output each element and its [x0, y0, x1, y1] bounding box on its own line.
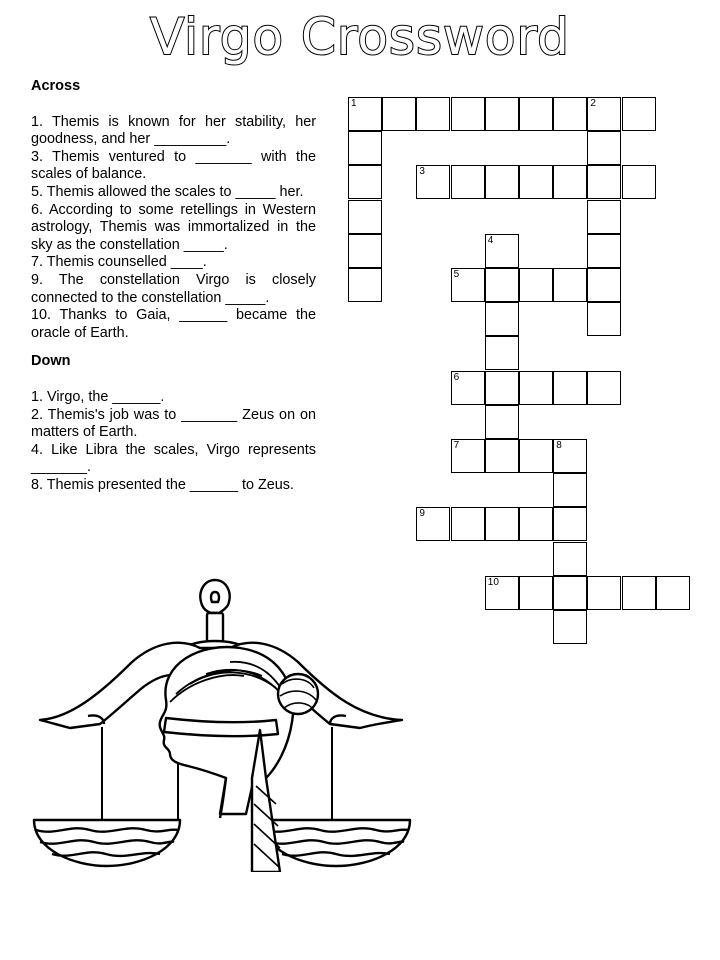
clue-number: 7: [453, 440, 460, 451]
across-clue-6: 6. According to some retellings in Western astrology, Themis was immortalized in the sky as the constellation _____.: [31, 201, 316, 253]
clue-number: 6: [453, 371, 460, 383]
grid-cell[interactable]: [622, 576, 656, 610]
grid-cell[interactable]: [348, 234, 382, 268]
grid-cell[interactable]: [587, 97, 621, 131]
grid-cell[interactable]: [622, 165, 656, 199]
grid-cell[interactable]: [485, 165, 519, 199]
grid-cell[interactable]: [519, 507, 553, 541]
clue-number: 9: [419, 508, 425, 520]
grid-cell[interactable]: [451, 268, 485, 302]
down-clue-4: 4. Like Libra the scales, Virgo represents _______.: [31, 441, 316, 476]
clue-number: 5: [453, 269, 460, 280]
grid-cell[interactable]: [553, 97, 587, 131]
grid-cell[interactable]: [485, 439, 519, 473]
grid-cell[interactable]: [485, 371, 519, 405]
grid-cell[interactable]: [485, 405, 519, 439]
grid-cell[interactable]: [587, 234, 621, 268]
grid-cell[interactable]: [519, 165, 553, 199]
clue-number: 8: [556, 440, 562, 451]
grid-cell[interactable]: [348, 165, 382, 199]
grid-cell[interactable]: [553, 610, 587, 644]
clue-number: 1: [351, 98, 357, 109]
grid-cell[interactable]: [553, 439, 587, 473]
grid-cell[interactable]: [348, 268, 382, 302]
grid-cell[interactable]: [348, 200, 382, 234]
clue-number: 3: [419, 166, 425, 178]
across-heading: Across: [31, 78, 81, 94]
grid-cell[interactable]: [348, 131, 382, 165]
grid-cell[interactable]: [485, 268, 519, 302]
grid-cell[interactable]: [416, 165, 450, 199]
clue-number: 4: [487, 234, 494, 246]
grid-cell[interactable]: [553, 371, 587, 405]
grid-cell[interactable]: [485, 234, 519, 268]
across-clue-10: 10. Thanks to Gaia, ______ became the oracle of Earth.: [31, 307, 316, 341]
grid-cell[interactable]: [553, 165, 587, 199]
grid-cell[interactable]: [416, 507, 450, 541]
page-title: Virgo Crossword: [150, 8, 570, 66]
clue-number: 2: [590, 98, 596, 109]
grid-cell[interactable]: [587, 131, 621, 165]
grid-cell[interactable]: [485, 302, 519, 336]
across-clue-3: 3. Themis ventured to _______ with the scales of balance.: [31, 148, 316, 183]
grid-cell[interactable]: [553, 473, 587, 507]
grid-cell[interactable]: [348, 97, 382, 131]
grid-cell[interactable]: [656, 576, 690, 610]
grid-cell[interactable]: [622, 97, 656, 131]
grid-cell[interactable]: [553, 576, 587, 610]
grid-cell[interactable]: [485, 336, 519, 370]
across-clue-1: 1. Themis is known for her stability, her goodness, and her _________.: [31, 113, 316, 148]
grid-cell[interactable]: [519, 576, 553, 610]
grid-cell[interactable]: [485, 507, 519, 541]
across-clue-7: 7. Themis counselled ____.: [31, 254, 207, 271]
grid-cell[interactable]: [416, 97, 450, 131]
down-clue-2: 2. Themis's job was to _______ Zeus on on matters of Earth.: [31, 406, 316, 441]
down-clue-1: 1. Virgo, the ______.: [31, 388, 165, 405]
grid-cell[interactable]: [519, 97, 553, 131]
grid-cell[interactable]: [519, 371, 553, 405]
grid-cell[interactable]: [382, 97, 416, 131]
grid-cell[interactable]: [451, 439, 485, 473]
grid-cell[interactable]: [587, 200, 621, 234]
grid-cell[interactable]: [451, 507, 485, 541]
themis-scales-illustration: [30, 572, 415, 872]
across-clue-5: 5. Themis allowed the scales to _____ her.: [31, 183, 304, 200]
across-clue-9: 9. The constellation Virgo is closely connected to the constellation _____.: [31, 271, 316, 306]
grid-cell[interactable]: [451, 371, 485, 405]
grid-cell[interactable]: [519, 268, 553, 302]
clue-number: 10: [487, 576, 499, 588]
down-clue-8: 8. Themis presented the ______ to Zeus.: [31, 476, 294, 493]
grid-cell[interactable]: [587, 576, 621, 610]
grid-cell[interactable]: [587, 302, 621, 336]
grid-cell[interactable]: [485, 97, 519, 131]
grid-cell[interactable]: [587, 268, 621, 302]
grid-cell[interactable]: [519, 439, 553, 473]
grid-cell[interactable]: [451, 165, 485, 199]
grid-cell[interactable]: [553, 507, 587, 541]
grid-cell[interactable]: [485, 576, 519, 610]
down-heading: Down: [31, 353, 71, 370]
grid-cell[interactable]: [451, 97, 485, 131]
grid-cell[interactable]: [553, 542, 587, 576]
grid-cell[interactable]: [587, 165, 621, 199]
clue-list: [31, 78, 316, 494]
grid-cell[interactable]: [553, 268, 587, 302]
grid-cell[interactable]: [587, 371, 621, 405]
